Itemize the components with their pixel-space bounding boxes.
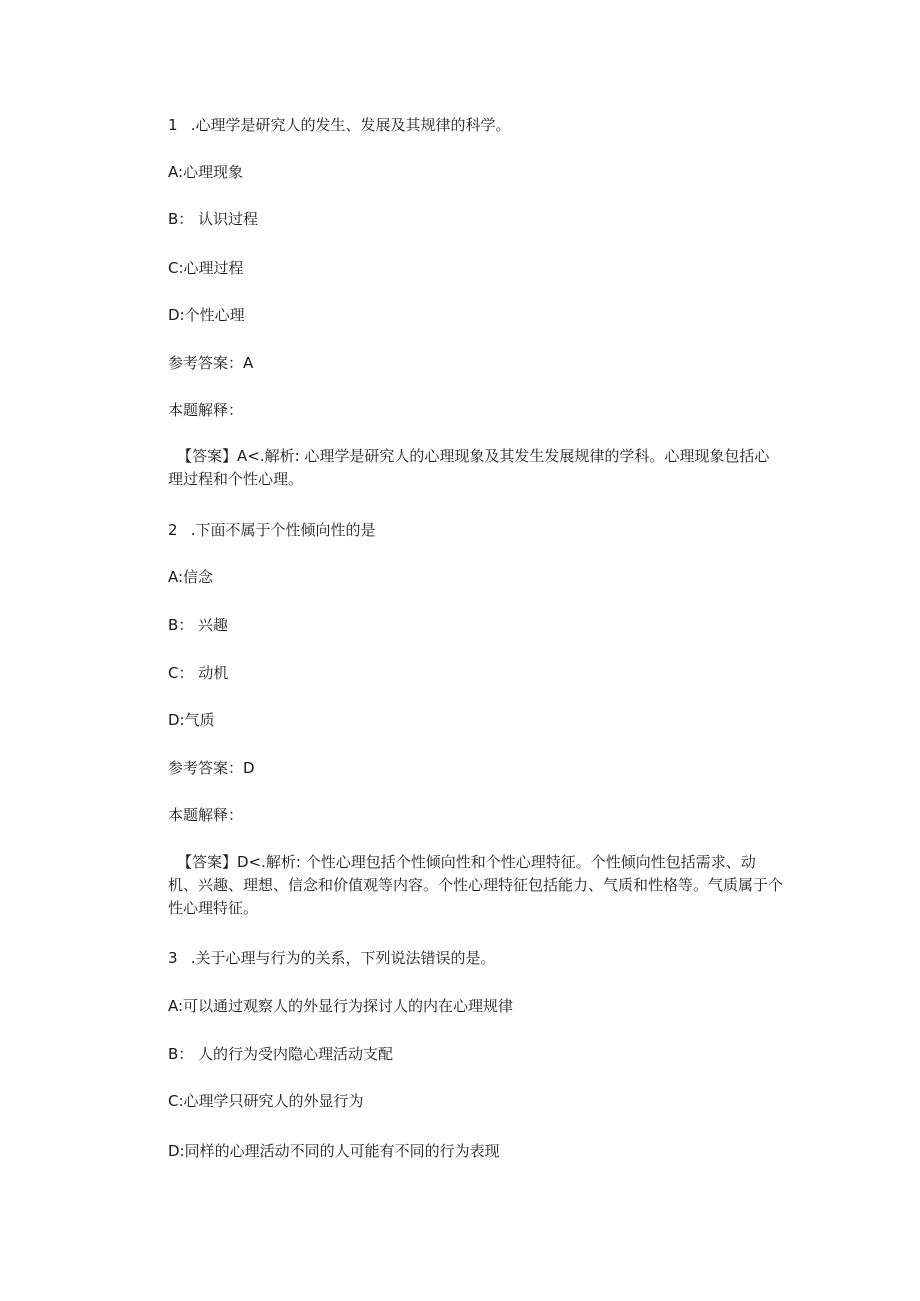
reference-answer: 参考答案：A bbox=[168, 354, 254, 372]
option-c: C:心理学只研究人的外显行为 bbox=[168, 1092, 364, 1110]
option-d: D:同样的心理活动不同的人可能有不同的行为表现 bbox=[168, 1142, 500, 1160]
question-text: .心理学是研究人的发生、发展及其规律的科学。 bbox=[190, 116, 511, 134]
question-text: .关于心理与行为的关系，下列说法错误的是。 bbox=[190, 949, 496, 967]
option-b: B： 人的行为受内隐心理活动支配 bbox=[168, 1045, 394, 1063]
option-b: B： 认识过程 bbox=[168, 210, 259, 228]
question-number: 1 bbox=[168, 116, 178, 134]
explanation-label: 本题解释： bbox=[168, 806, 244, 824]
question-1 bbox=[168, 115, 511, 135]
question-2 bbox=[168, 520, 376, 540]
explanation-text: 【答案】A<.解析: 心理学是研究人的心理现象及其发生发展规律的学科。心理现象包括心理过程和个性心理。 bbox=[168, 447, 770, 488]
option-d: D:气质 bbox=[168, 711, 215, 729]
question-text: .下面不属于个性倾向性的是 bbox=[190, 521, 376, 539]
explanation-label: 本题解释： bbox=[168, 401, 244, 419]
option-a: A:可以通过观察人的外显行为探讨人的内在心理规律 bbox=[168, 997, 514, 1015]
reference-answer: 参考答案：D bbox=[168, 759, 255, 777]
question-number: 2 bbox=[168, 521, 178, 539]
question-3 bbox=[168, 948, 496, 968]
option-a: A:心理现象 bbox=[168, 163, 244, 181]
option-c: C： 动机 bbox=[168, 664, 229, 682]
option-b: B： 兴趣 bbox=[168, 616, 229, 634]
option-d: D:个性心理 bbox=[168, 306, 245, 324]
question-number: 3 bbox=[168, 949, 178, 967]
option-a: A:信念 bbox=[168, 568, 214, 586]
option-c: C:心理过程 bbox=[168, 259, 244, 277]
explanation-text: 【答案】D<.解析: 个性心理包括个性倾向性和个性心理特征。个性倾向性包括需求、动机、兴趣、理想、信念和价值观等内容。个性心理特征包括能力、气质和性格等。气质属于个性心理特征。 bbox=[168, 853, 784, 917]
